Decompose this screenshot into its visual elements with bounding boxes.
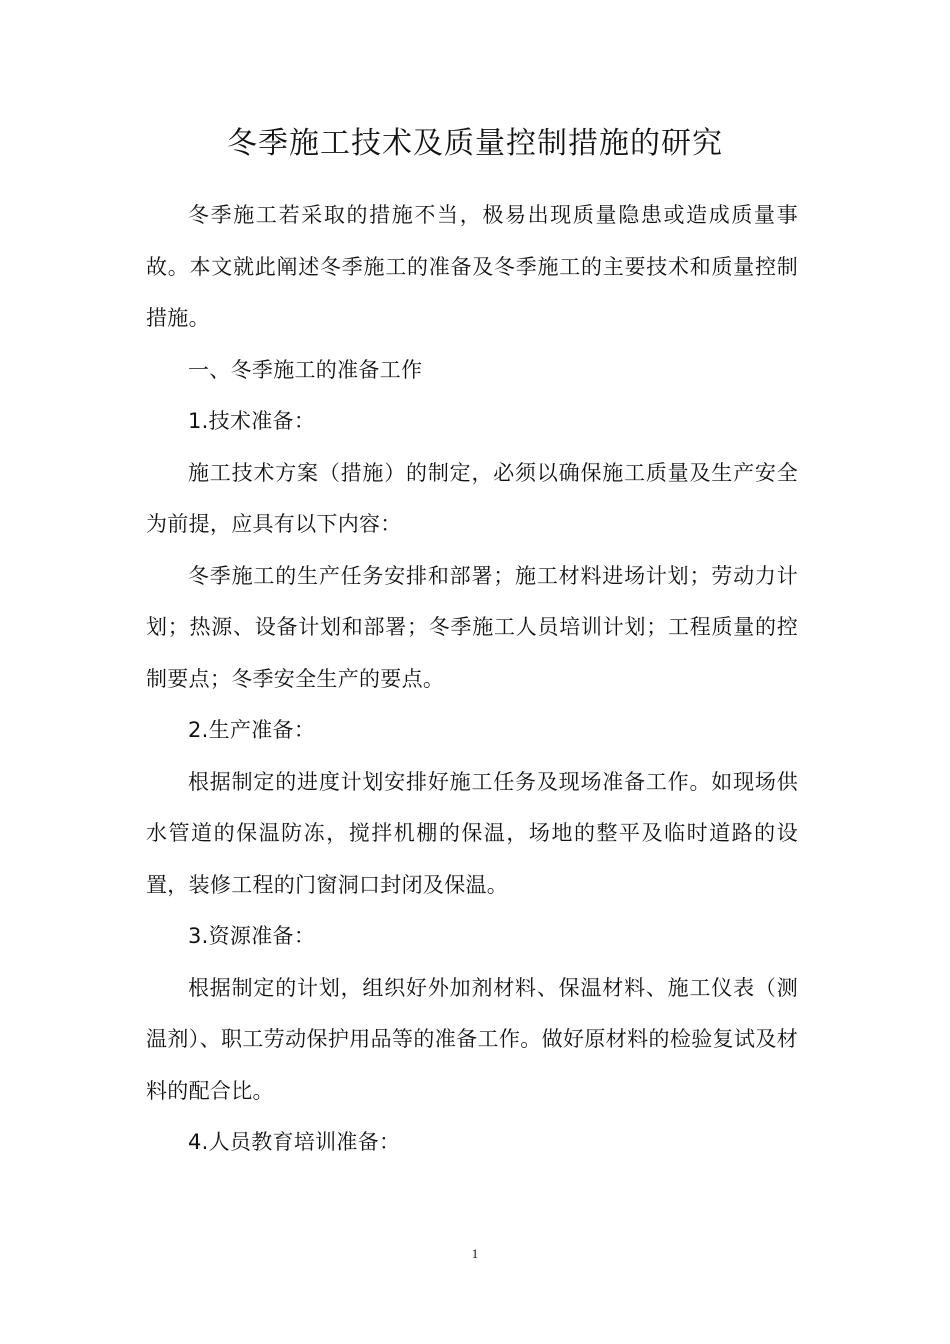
document-title: 冬季施工技术及质量控制措施的研究 [227, 126, 723, 161]
paragraph-production-preparation: 根据制定的进度计划安排好施工任务及现场准备工作。如现场供水管道的保温防冻，搅拌机棚的保温，场地的整平及临时道路的设置，装修工程的门窗洞口封闭及保温。 [146, 769, 798, 897]
subheading-technical-preparation: 1.技术准备： [188, 409, 316, 433]
subheading-production-preparation: 2.生产准备： [188, 718, 316, 742]
paragraph-technical-plan-items: 冬季施工的生产任务安排和部署；施工材料进场计划；劳动力计划；热源、设备计划和部署；冬季施工人员培训计划；工程质量的控制要点；冬季安全生产的要点。 [146, 563, 798, 691]
paragraph-intro: 冬季施工若采取的措施不当，极易出现质量隐患或造成质量事故。本文就此阐述冬季施工的准备及冬季施工的主要技术和质量控制措施。 [146, 203, 798, 330]
paragraph-resource-preparation: 根据制定的计划，组织好外加剂材料、保温材料、施工仪表（测温剂）、职工劳动保护用品等的准备工作。做好原材料的检验复试及材料的配合比。 [146, 975, 798, 1103]
document-body [146, 190, 798, 1169]
paragraph-technical-plan: 施工技术方案（措施）的制定，必须以确保施工质量及生产安全为前提，应具有以下内容： [146, 460, 798, 536]
section-heading-preparation: 一、冬季施工的准备工作 [188, 357, 423, 382]
subheading-personnel-training: 4.人员教育培训准备： [188, 1130, 401, 1154]
subheading-resource-preparation: 3.资源准备： [188, 924, 316, 948]
page-number: 1 [471, 1246, 479, 1261]
